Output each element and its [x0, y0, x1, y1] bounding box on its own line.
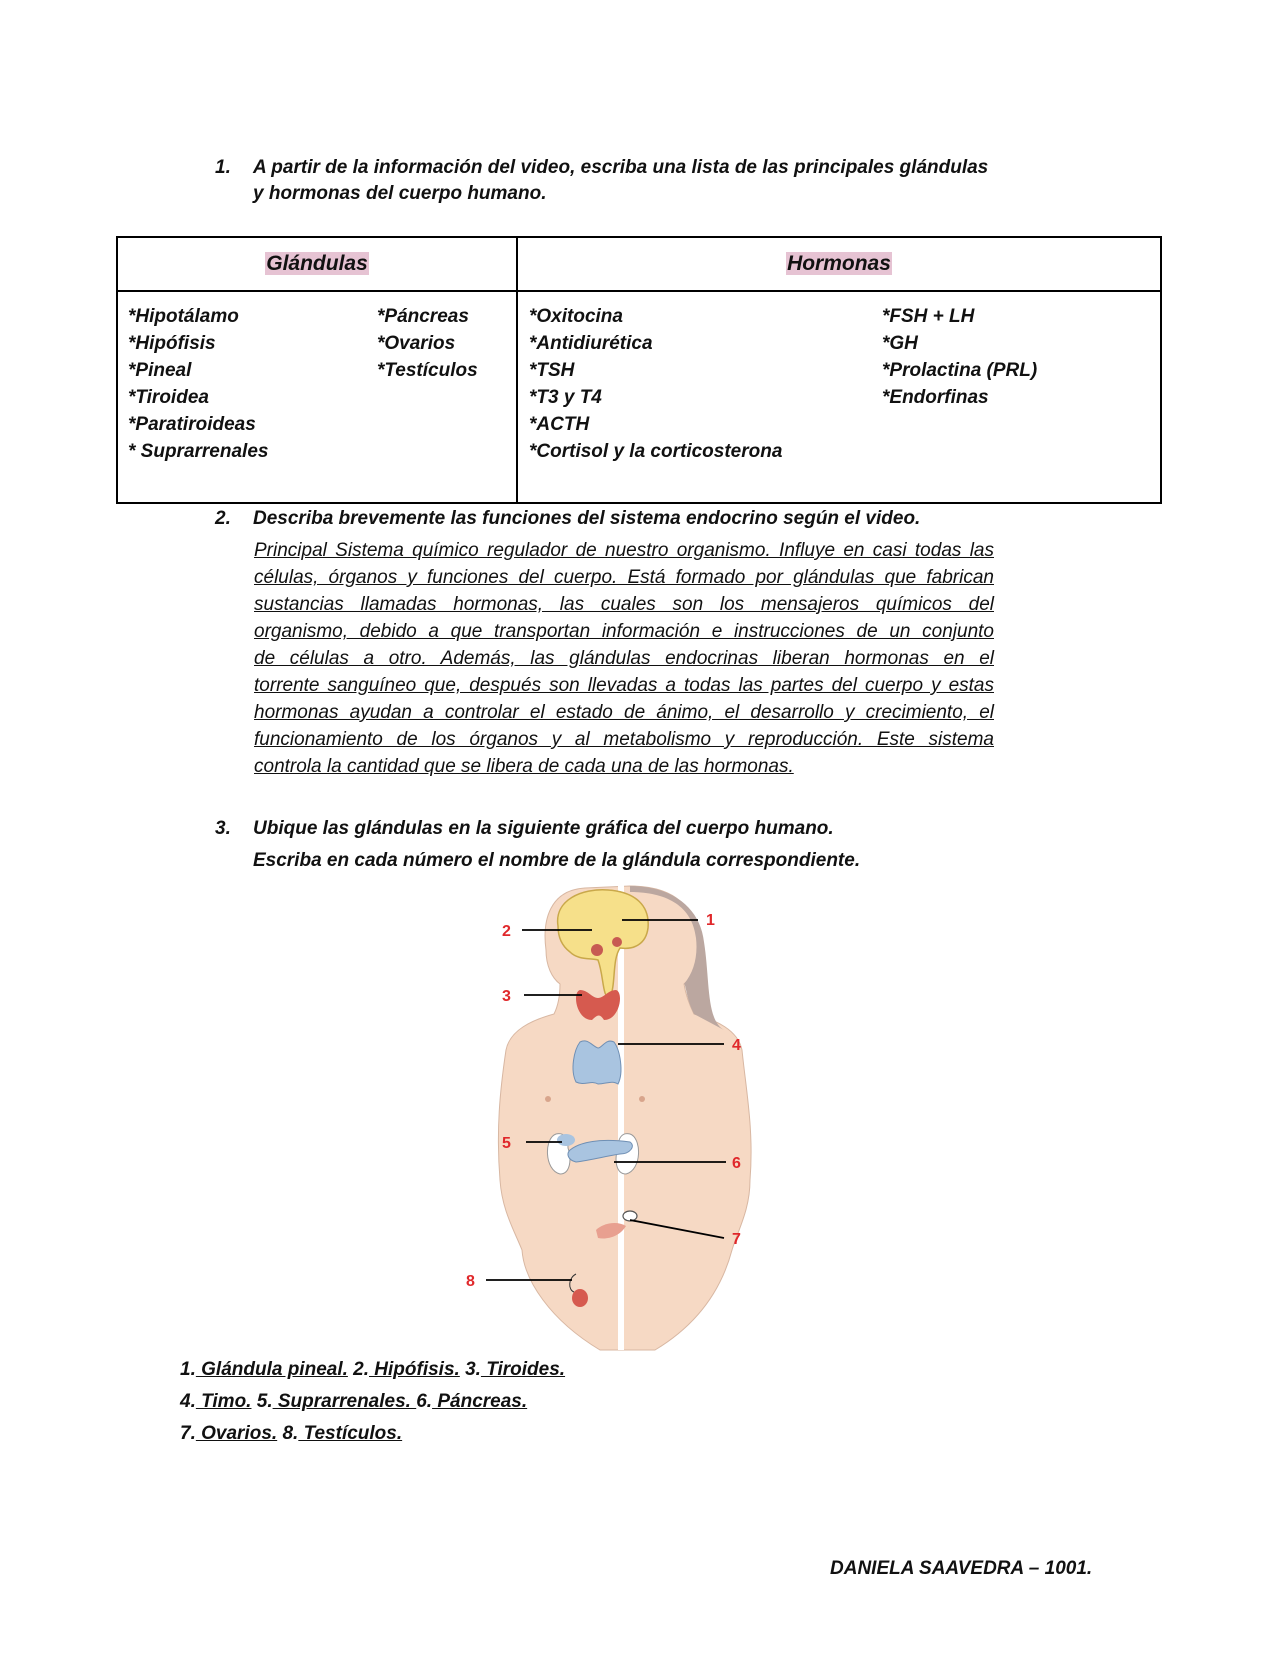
answer-number: 5.: [251, 1391, 273, 1412]
question-3-line2: [215, 848, 860, 874]
answer-number: 6.: [416, 1391, 433, 1412]
answer-5: Suprarrenales.: [272, 1391, 417, 1412]
answer-line: torrente sanguíneo que, después son llevadas a todas las partes del cuerpo y estas: [254, 675, 994, 696]
answer-2: Hipófisis.: [369, 1359, 460, 1380]
adrenal-icon: [557, 1134, 575, 1146]
answer-line: sustancias llamadas hormonas, las cuales son los mensajeros químicos del: [254, 594, 994, 615]
answer-line: Principal Sistema químico regulador de nuestro organismo. Influye en casi todas las: [254, 540, 994, 561]
list-item: *Cortisol y la corticosterona: [529, 441, 783, 462]
question-text: Describa brevemente las funciones del sistema endocrino según el video.: [253, 508, 921, 529]
glands-list-2: [377, 303, 478, 384]
list-item: *T3 y T4: [529, 387, 602, 408]
answer-8: Testículos.: [298, 1423, 403, 1444]
answer-number: 8.: [277, 1423, 299, 1444]
question-text-line2: y hormonas del cuerpo humano.: [253, 183, 547, 204]
list-item: *TSH: [529, 360, 575, 381]
list-item: *Oxitocina: [529, 306, 623, 327]
question-number: 1.: [215, 157, 231, 178]
glands-header: Glándulas: [266, 252, 368, 275]
thymus-icon: [573, 1041, 621, 1084]
answer-4: Timo.: [195, 1391, 252, 1412]
glands-header-cell: [117, 237, 517, 291]
question-text-line1: A partir de la información del video, escriba una lista de las principales glándulas: [253, 157, 989, 178]
list-item: *Prolactina (PRL): [882, 360, 1038, 381]
hormones-list-2: [882, 303, 1037, 411]
list-item: *Ovarios: [377, 333, 456, 354]
answer-line: controla la cantidad que se libera de cada una de las hormonas.: [254, 756, 794, 777]
testis-icon: [572, 1289, 588, 1307]
figure-label: 8: [466, 1273, 475, 1290]
list-item: *Páncreas: [377, 306, 469, 327]
answer-line: células, órganos y funciones del cuerpo. Está formado por glándulas que fabrican: [254, 567, 994, 588]
answer-1: Glándula pineal.: [195, 1359, 348, 1380]
endocrine-body-figure: [466, 880, 780, 1350]
list-item: *Paratiroideas: [128, 414, 256, 435]
list-item: *GH: [882, 333, 918, 354]
answer-3: Tiroides.: [480, 1359, 566, 1380]
answer-number: 4.: [180, 1391, 196, 1412]
pituitary-icon: [591, 944, 603, 956]
list-item: *ACTH: [529, 414, 590, 435]
list-item: *Testículos: [377, 360, 478, 381]
list-item: *Endorfinas: [882, 387, 989, 408]
question-2: [215, 506, 920, 532]
author-signature: DANIELA SAAVEDRA – 1001.: [830, 1558, 1093, 1579]
answer-paragraph: [254, 537, 994, 780]
answer-number: 7.: [180, 1423, 196, 1444]
answers-line-1: [180, 1354, 565, 1386]
answer-7: Ovarios.: [195, 1423, 278, 1444]
figure-label: 6: [732, 1155, 741, 1172]
answers-line-2: [180, 1386, 527, 1418]
answer-line: funcionamiento de los órganos y al metabolismo y reproducción. Este sistema: [254, 729, 994, 750]
answer-line: organismo, debido a que transportan información e instrucciones de un conjunto: [254, 621, 994, 642]
glands-list-1: [128, 303, 268, 465]
hormones-header: Hormonas: [787, 252, 891, 275]
list-item: *Hipotálamo: [128, 306, 239, 327]
question-1: [215, 155, 988, 207]
hormones-list-1: [529, 303, 782, 465]
hormones-header-cell: [517, 237, 1161, 291]
answers-line-3: [180, 1418, 402, 1450]
figure-label: 3: [502, 988, 511, 1005]
figure-label: 2: [502, 923, 511, 940]
question-text-line2: Escriba en cada número el nombre de la glándula correspondiente.: [253, 850, 861, 871]
answer-line: de células a otro. Además, las glándulas endocrinas liberan hormonas en el: [254, 648, 994, 669]
list-item: *FSH + LH: [882, 306, 975, 327]
question-number: 2.: [215, 508, 231, 529]
figure-label: 5: [502, 1135, 511, 1152]
figure-label: 1: [706, 912, 715, 929]
question-3: [215, 816, 834, 842]
list-item: *Tiroidea: [128, 387, 209, 408]
answer-6: Páncreas.: [432, 1391, 528, 1412]
answer-number: 2.: [347, 1359, 370, 1380]
answer-number: 1.: [180, 1359, 196, 1380]
list-item: * Suprarrenales: [128, 441, 269, 462]
list-item: *Antidiurética: [529, 333, 653, 354]
figure-label: 7: [732, 1231, 741, 1248]
answer-line: hormonas ayudan a controlar el estado de ánimo, el desarrollo y crecimiento, el: [254, 702, 994, 723]
figure-label: 4: [732, 1037, 741, 1054]
question-number: 3.: [215, 818, 231, 839]
list-item: *Hipófisis: [128, 333, 216, 354]
answer-number: 3.: [459, 1359, 481, 1380]
pineal-icon: [612, 937, 622, 947]
question-text-line1: Ubique las glándulas en la siguiente gráfica del cuerpo humano.: [253, 818, 834, 839]
list-item: *Pineal: [128, 360, 192, 381]
